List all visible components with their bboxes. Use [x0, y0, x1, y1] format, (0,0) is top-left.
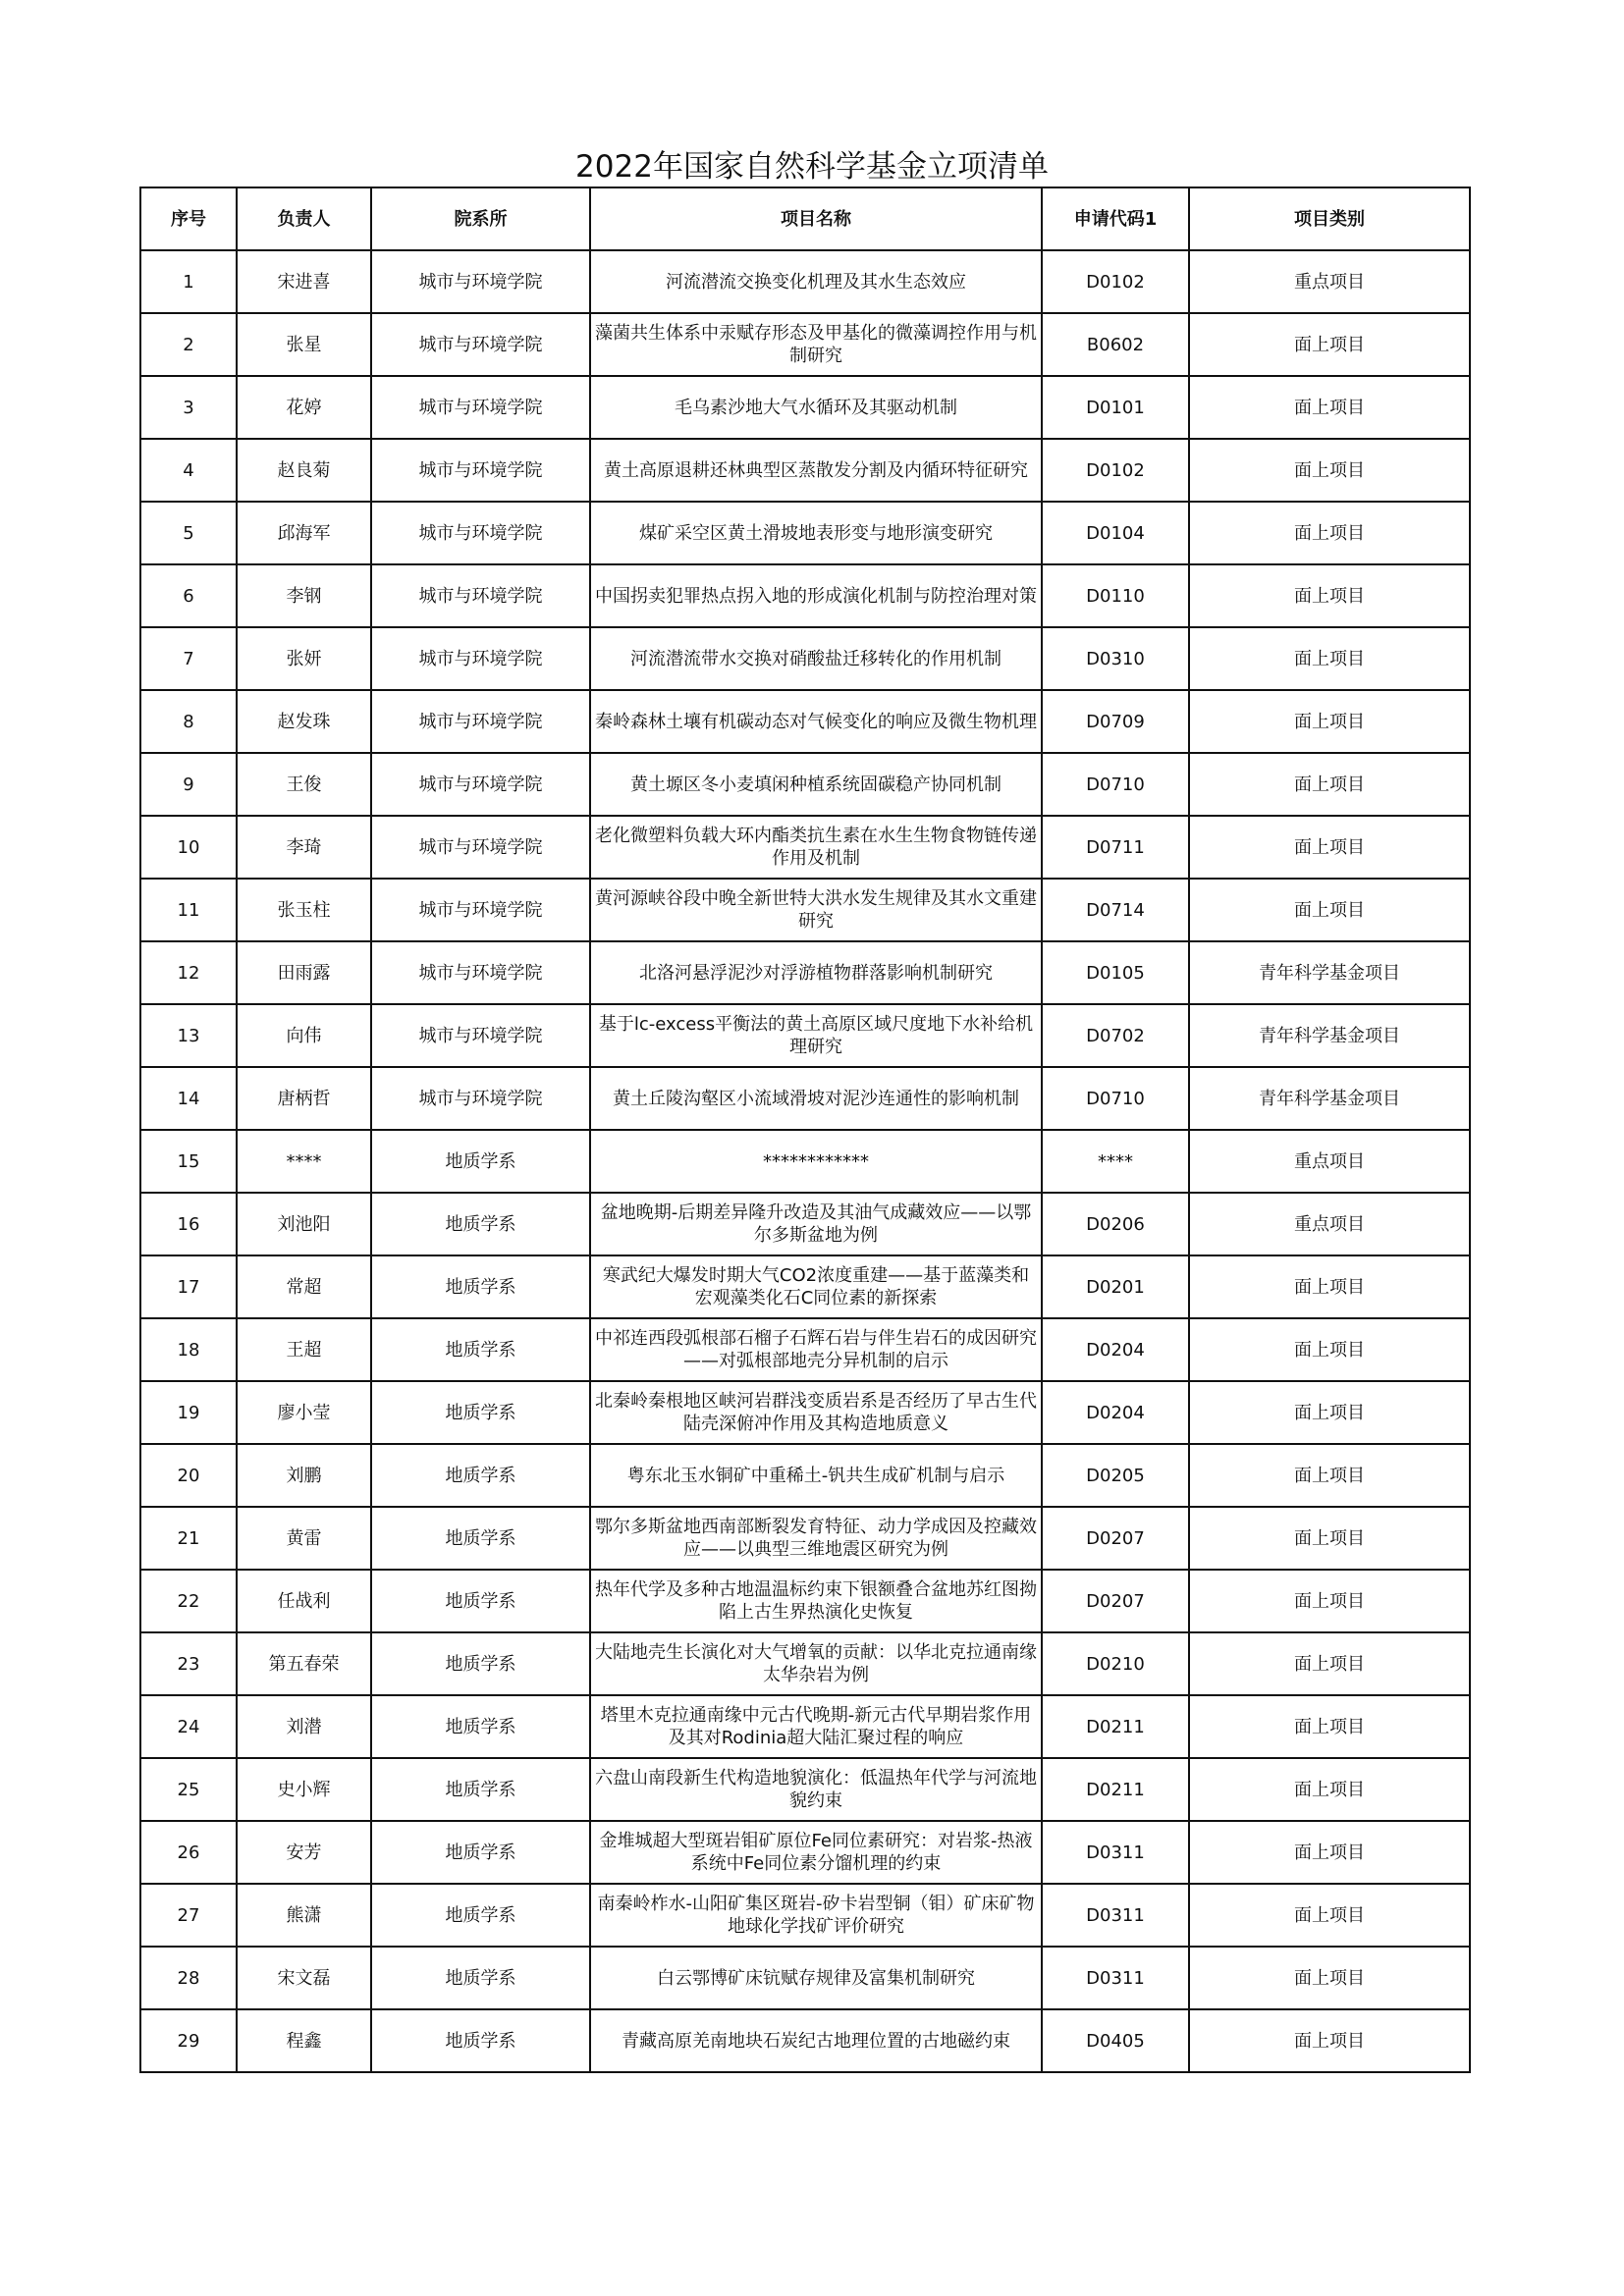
table-row: [140, 1444, 1470, 1507]
cell-seq: 16: [140, 1193, 237, 1255]
cell-seq: 23: [140, 1632, 237, 1695]
cell-project-name: 黄河源峡谷段中晚全新世特大洪水发生规律及其水文重建研究: [590, 879, 1042, 941]
cell-code: D0311: [1042, 1947, 1189, 2009]
cell-person: 常超: [237, 1255, 371, 1318]
cell-category: 面上项目: [1189, 313, 1470, 376]
cell-seq: 5: [140, 502, 237, 564]
cell-project-name: 藻菌共生体系中汞赋存形态及甲基化的微藻调控作用与机制研究: [590, 313, 1042, 376]
header-category: 项目类别: [1189, 187, 1470, 250]
cell-seq: 27: [140, 1884, 237, 1947]
cell-person: 程鑫: [237, 2009, 371, 2072]
cell-category: 面上项目: [1189, 1381, 1470, 1444]
cell-seq: 14: [140, 1067, 237, 1130]
cell-department: 城市与环境学院: [371, 690, 590, 753]
cell-person: 花婷: [237, 376, 371, 439]
cell-seq: 1: [140, 250, 237, 313]
cell-project-name: 粤东北玉水铜矿中重稀土-钒共生成矿机制与启示: [590, 1444, 1042, 1507]
table-row: [140, 753, 1470, 816]
cell-seq: 26: [140, 1821, 237, 1884]
cell-project-name: 黄土高原退耕还林典型区蒸散发分割及内循环特征研究: [590, 439, 1042, 502]
cell-department: 地质学系: [371, 1758, 590, 1821]
cell-category: 面上项目: [1189, 1255, 1470, 1318]
cell-code: D0201: [1042, 1255, 1189, 1318]
cell-code: ****: [1042, 1130, 1189, 1193]
cell-person: 唐柄哲: [237, 1067, 371, 1130]
cell-person: 刘潜: [237, 1695, 371, 1758]
cell-category: 面上项目: [1189, 1947, 1470, 2009]
cell-person: 张妍: [237, 627, 371, 690]
cell-department: 地质学系: [371, 1632, 590, 1695]
table-row: [140, 816, 1470, 879]
table-row: [140, 2009, 1470, 2072]
cell-project-name: 毛乌素沙地大气水循环及其驱动机制: [590, 376, 1042, 439]
cell-person: 宋文磊: [237, 1947, 371, 2009]
cell-project-name: 中祁连西段弧根部石榴子石辉石岩与伴生岩石的成因研究——对弧根部地壳分异机制的启示: [590, 1318, 1042, 1381]
cell-category: 面上项目: [1189, 1695, 1470, 1758]
cell-seq: 13: [140, 1004, 237, 1067]
cell-department: 地质学系: [371, 2009, 590, 2072]
cell-category: 面上项目: [1189, 627, 1470, 690]
table-row: [140, 879, 1470, 941]
cell-project-name: 南秦岭柞水-山阳矿集区斑岩-矽卡岩型铜（钼）矿床矿物地球化学找矿评价研究: [590, 1884, 1042, 1947]
cell-person: 田雨露: [237, 941, 371, 1004]
cell-project-name: 北洛河悬浮泥沙对浮游植物群落影响机制研究: [590, 941, 1042, 1004]
table-row: [140, 1004, 1470, 1067]
table-row: [140, 1193, 1470, 1255]
cell-department: 城市与环境学院: [371, 1067, 590, 1130]
cell-code: D0205: [1042, 1444, 1189, 1507]
cell-code: D0710: [1042, 1067, 1189, 1130]
table-row: [140, 627, 1470, 690]
cell-department: 城市与环境学院: [371, 250, 590, 313]
cell-category: 面上项目: [1189, 502, 1470, 564]
table-row: [140, 1130, 1470, 1193]
cell-project-name: 河流潜流交换变化机理及其水生态效应: [590, 250, 1042, 313]
cell-person: 张星: [237, 313, 371, 376]
table-row: [140, 376, 1470, 439]
cell-department: 地质学系: [371, 1318, 590, 1381]
cell-project-name: 盆地晚期-后期差异隆升改造及其油气成藏效应——以鄂尔多斯盆地为例: [590, 1193, 1042, 1255]
cell-seq: 12: [140, 941, 237, 1004]
table-row: [140, 1381, 1470, 1444]
cell-person: ****: [237, 1130, 371, 1193]
cell-seq: 11: [140, 879, 237, 941]
cell-department: 地质学系: [371, 1255, 590, 1318]
cell-code: D0105: [1042, 941, 1189, 1004]
table-row: [140, 1695, 1470, 1758]
cell-project-name: 北秦岭秦根地区峡河岩群浅变质岩系是否经历了早古生代陆壳深俯冲作用及其构造地质意义: [590, 1381, 1042, 1444]
cell-code: D0714: [1042, 879, 1189, 941]
cell-seq: 25: [140, 1758, 237, 1821]
cell-person: 刘池阳: [237, 1193, 371, 1255]
table-row: [140, 690, 1470, 753]
cell-department: 地质学系: [371, 1570, 590, 1632]
cell-code: D0311: [1042, 1884, 1189, 1947]
table-row: [140, 564, 1470, 627]
header-project-name: 项目名称: [590, 187, 1042, 250]
table-row: [140, 1632, 1470, 1695]
cell-department: 地质学系: [371, 1821, 590, 1884]
cell-category: 重点项目: [1189, 1130, 1470, 1193]
cell-department: 地质学系: [371, 1130, 590, 1193]
table-header-row: [140, 187, 1470, 250]
cell-code: D0102: [1042, 250, 1189, 313]
cell-project-name: 寒武纪大爆发时期大气CO2浓度重建——基于蓝藻类和宏观藻类化石C同位素的新探索: [590, 1255, 1042, 1318]
cell-seq: 21: [140, 1507, 237, 1570]
cell-seq: 24: [140, 1695, 237, 1758]
cell-department: 地质学系: [371, 1381, 590, 1444]
cell-code: D0210: [1042, 1632, 1189, 1695]
cell-category: 面上项目: [1189, 753, 1470, 816]
cell-category: 面上项目: [1189, 879, 1470, 941]
cell-department: 城市与环境学院: [371, 627, 590, 690]
cell-code: D0204: [1042, 1381, 1189, 1444]
table-row: [140, 439, 1470, 502]
cell-project-name: 煤矿采空区黄土滑坡地表形变与地形演变研究: [590, 502, 1042, 564]
cell-department: 城市与环境学院: [371, 753, 590, 816]
cell-project-name: 热年代学及多种古地温温标约束下银额叠合盆地苏红图拗陷上古生界热演化史恢复: [590, 1570, 1042, 1632]
cell-project-name: 秦岭森林土壤有机碳动态对气候变化的响应及微生物机理: [590, 690, 1042, 753]
cell-seq: 9: [140, 753, 237, 816]
cell-category: 面上项目: [1189, 816, 1470, 879]
cell-seq: 2: [140, 313, 237, 376]
cell-person: 史小辉: [237, 1758, 371, 1821]
cell-seq: 29: [140, 2009, 237, 2072]
cell-department: 地质学系: [371, 1695, 590, 1758]
cell-category: 面上项目: [1189, 564, 1470, 627]
cell-person: 张玉柱: [237, 879, 371, 941]
page-title: 2022年国家自然科学基金立项清单: [575, 149, 1049, 185]
cell-project-name: 黄土塬区冬小麦填闲种植系统固碳稳产协同机制: [590, 753, 1042, 816]
cell-code: D0104: [1042, 502, 1189, 564]
header-person: 负责人: [237, 187, 371, 250]
cell-seq: 19: [140, 1381, 237, 1444]
cell-code: D0102: [1042, 439, 1189, 502]
cell-category: 面上项目: [1189, 1758, 1470, 1821]
cell-person: 王超: [237, 1318, 371, 1381]
table-row: [140, 1318, 1470, 1381]
table-row: [140, 1947, 1470, 2009]
cell-seq: 7: [140, 627, 237, 690]
cell-category: 青年科学基金项目: [1189, 1004, 1470, 1067]
table-row: [140, 1570, 1470, 1632]
cell-category: 面上项目: [1189, 439, 1470, 502]
cell-category: 面上项目: [1189, 1570, 1470, 1632]
cell-person: 宋进喜: [237, 250, 371, 313]
cell-project-name: 大陆地壳生长演化对大气增氧的贡献：以华北克拉通南缘太华杂岩为例: [590, 1632, 1042, 1695]
cell-seq: 15: [140, 1130, 237, 1193]
cell-code: D0101: [1042, 376, 1189, 439]
cell-person: 廖小莹: [237, 1381, 371, 1444]
cell-code: D0702: [1042, 1004, 1189, 1067]
cell-project-name: 青藏高原羌南地块石炭纪古地理位置的古地磁约束: [590, 2009, 1042, 2072]
table-row: [140, 313, 1470, 376]
table-row: [140, 1821, 1470, 1884]
cell-project-name: ************: [590, 1130, 1042, 1193]
cell-category: 面上项目: [1189, 1444, 1470, 1507]
project-table: [139, 187, 1471, 2073]
cell-department: 城市与环境学院: [371, 941, 590, 1004]
cell-category: 面上项目: [1189, 376, 1470, 439]
cell-seq: 20: [140, 1444, 237, 1507]
cell-department: 城市与环境学院: [371, 816, 590, 879]
cell-code: D0110: [1042, 564, 1189, 627]
cell-seq: 3: [140, 376, 237, 439]
cell-code: D0207: [1042, 1507, 1189, 1570]
table-row: [140, 1758, 1470, 1821]
cell-department: 城市与环境学院: [371, 502, 590, 564]
cell-person: 安芳: [237, 1821, 371, 1884]
cell-code: B0602: [1042, 313, 1189, 376]
cell-seq: 4: [140, 439, 237, 502]
cell-category: 重点项目: [1189, 1193, 1470, 1255]
cell-code: D0206: [1042, 1193, 1189, 1255]
cell-person: 刘鹏: [237, 1444, 371, 1507]
cell-category: 面上项目: [1189, 1884, 1470, 1947]
table-row: [140, 250, 1470, 313]
cell-category: 面上项目: [1189, 1507, 1470, 1570]
cell-department: 城市与环境学院: [371, 439, 590, 502]
header-department: 院系所: [371, 187, 590, 250]
cell-project-name: 六盘山南段新生代构造地貌演化：低温热年代学与河流地貌约束: [590, 1758, 1042, 1821]
cell-department: 地质学系: [371, 1507, 590, 1570]
cell-seq: 8: [140, 690, 237, 753]
cell-project-name: 河流潜流带水交换对硝酸盐迁移转化的作用机制: [590, 627, 1042, 690]
cell-code: D0711: [1042, 816, 1189, 879]
cell-department: 地质学系: [371, 1947, 590, 2009]
cell-seq: 17: [140, 1255, 237, 1318]
cell-project-name: 中国拐卖犯罪热点拐入地的形成演化机制与防控治理对策: [590, 564, 1042, 627]
cell-person: 邱海军: [237, 502, 371, 564]
cell-category: 青年科学基金项目: [1189, 941, 1470, 1004]
cell-category: 面上项目: [1189, 1632, 1470, 1695]
cell-seq: 22: [140, 1570, 237, 1632]
cell-seq: 6: [140, 564, 237, 627]
cell-project-name: 金堆城超大型斑岩钼矿原位Fe同位素研究：对岩浆-热液系统中Fe同位素分馏机理的约束: [590, 1821, 1042, 1884]
cell-project-name: 塔里木克拉通南缘中元古代晚期-新元古代早期岩浆作用及其对Rodinia超大陆汇聚过程的响应: [590, 1695, 1042, 1758]
cell-person: 赵发珠: [237, 690, 371, 753]
cell-person: 第五春荣: [237, 1632, 371, 1695]
cell-category: 面上项目: [1189, 1821, 1470, 1884]
cell-department: 城市与环境学院: [371, 313, 590, 376]
cell-department: 城市与环境学院: [371, 879, 590, 941]
cell-seq: 18: [140, 1318, 237, 1381]
cell-project-name: 老化微塑料负载大环内酯类抗生素在水生生物食物链传递作用及机制: [590, 816, 1042, 879]
table-row: [140, 502, 1470, 564]
cell-person: 向伟: [237, 1004, 371, 1067]
cell-code: D0211: [1042, 1695, 1189, 1758]
cell-code: D0207: [1042, 1570, 1189, 1632]
cell-project-name: 黄土丘陵沟壑区小流域滑坡对泥沙连通性的影响机制: [590, 1067, 1042, 1130]
cell-category: 面上项目: [1189, 2009, 1470, 2072]
cell-project-name: 鄂尔多斯盆地西南部断裂发育特征、动力学成因及控藏效应——以典型三维地震区研究为例: [590, 1507, 1042, 1570]
cell-person: 王俊: [237, 753, 371, 816]
cell-project-name: 基于lc-excess平衡法的黄土高原区域尺度地下水补给机理研究: [590, 1004, 1042, 1067]
cell-category: 面上项目: [1189, 690, 1470, 753]
cell-code: D0709: [1042, 690, 1189, 753]
cell-code: D0405: [1042, 2009, 1189, 2072]
cell-department: 城市与环境学院: [371, 1004, 590, 1067]
cell-seq: 28: [140, 1947, 237, 2009]
cell-department: 地质学系: [371, 1444, 590, 1507]
table-row: [140, 1507, 1470, 1570]
cell-code: D0710: [1042, 753, 1189, 816]
cell-code: D0311: [1042, 1821, 1189, 1884]
cell-person: 李琦: [237, 816, 371, 879]
table-row: [140, 941, 1470, 1004]
cell-department: 城市与环境学院: [371, 564, 590, 627]
cell-person: 熊潇: [237, 1884, 371, 1947]
cell-department: 地质学系: [371, 1193, 590, 1255]
cell-code: D0211: [1042, 1758, 1189, 1821]
cell-person: 赵良菊: [237, 439, 371, 502]
header-seq: 序号: [140, 187, 237, 250]
cell-department: 城市与环境学院: [371, 376, 590, 439]
cell-category: 面上项目: [1189, 1318, 1470, 1381]
cell-category: 重点项目: [1189, 250, 1470, 313]
table-row: [140, 1255, 1470, 1318]
cell-code: D0204: [1042, 1318, 1189, 1381]
table-row: [140, 1884, 1470, 1947]
cell-project-name: 白云鄂博矿床钪赋存规律及富集机制研究: [590, 1947, 1042, 2009]
cell-category: 青年科学基金项目: [1189, 1067, 1470, 1130]
cell-person: 黄雷: [237, 1507, 371, 1570]
cell-department: 地质学系: [371, 1884, 590, 1947]
header-code: 申请代码1: [1042, 187, 1189, 250]
cell-person: 李钢: [237, 564, 371, 627]
table-row: [140, 1067, 1470, 1130]
cell-code: D0310: [1042, 627, 1189, 690]
cell-seq: 10: [140, 816, 237, 879]
cell-person: 任战利: [237, 1570, 371, 1632]
